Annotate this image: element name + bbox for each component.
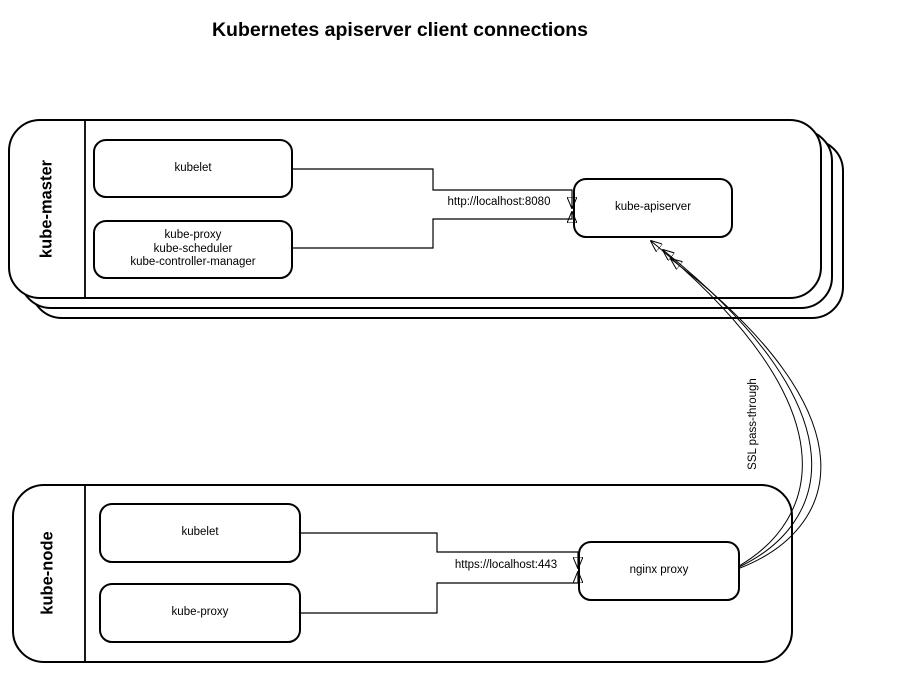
node-kubelet-label: kubelet xyxy=(181,526,219,539)
node-kubelet-box xyxy=(99,503,301,563)
master-services-line-3: kube-controller-manager xyxy=(130,256,256,269)
nginx-proxy-label: nginx proxy xyxy=(629,564,689,577)
nginx-proxy-box xyxy=(578,541,740,601)
node-kube-proxy-box xyxy=(99,583,301,643)
node-kube-proxy-label: kube-proxy xyxy=(171,606,229,619)
https-edge-label: https://localhost:443 xyxy=(454,559,558,571)
master-kubelet-box xyxy=(93,139,293,198)
master-kubelet-label: kubelet xyxy=(174,161,212,174)
ssl-pass-through-label: SSL pass-through xyxy=(747,378,759,470)
master-services-box xyxy=(93,220,293,279)
kube-apiserver-label: kube-apiserver xyxy=(614,201,692,214)
kube-master-label: kube-master xyxy=(37,159,56,259)
diagram-title: Kubernetes apiserver client connections xyxy=(211,19,589,41)
master-services-line-1: kube-proxy xyxy=(164,229,222,242)
http-edge-label: http://localhost:8080 xyxy=(447,196,551,208)
kube-node-label: kube-node xyxy=(38,531,57,615)
kube-apiserver-box xyxy=(573,178,733,238)
master-services-line-2: kube-scheduler xyxy=(153,242,233,255)
